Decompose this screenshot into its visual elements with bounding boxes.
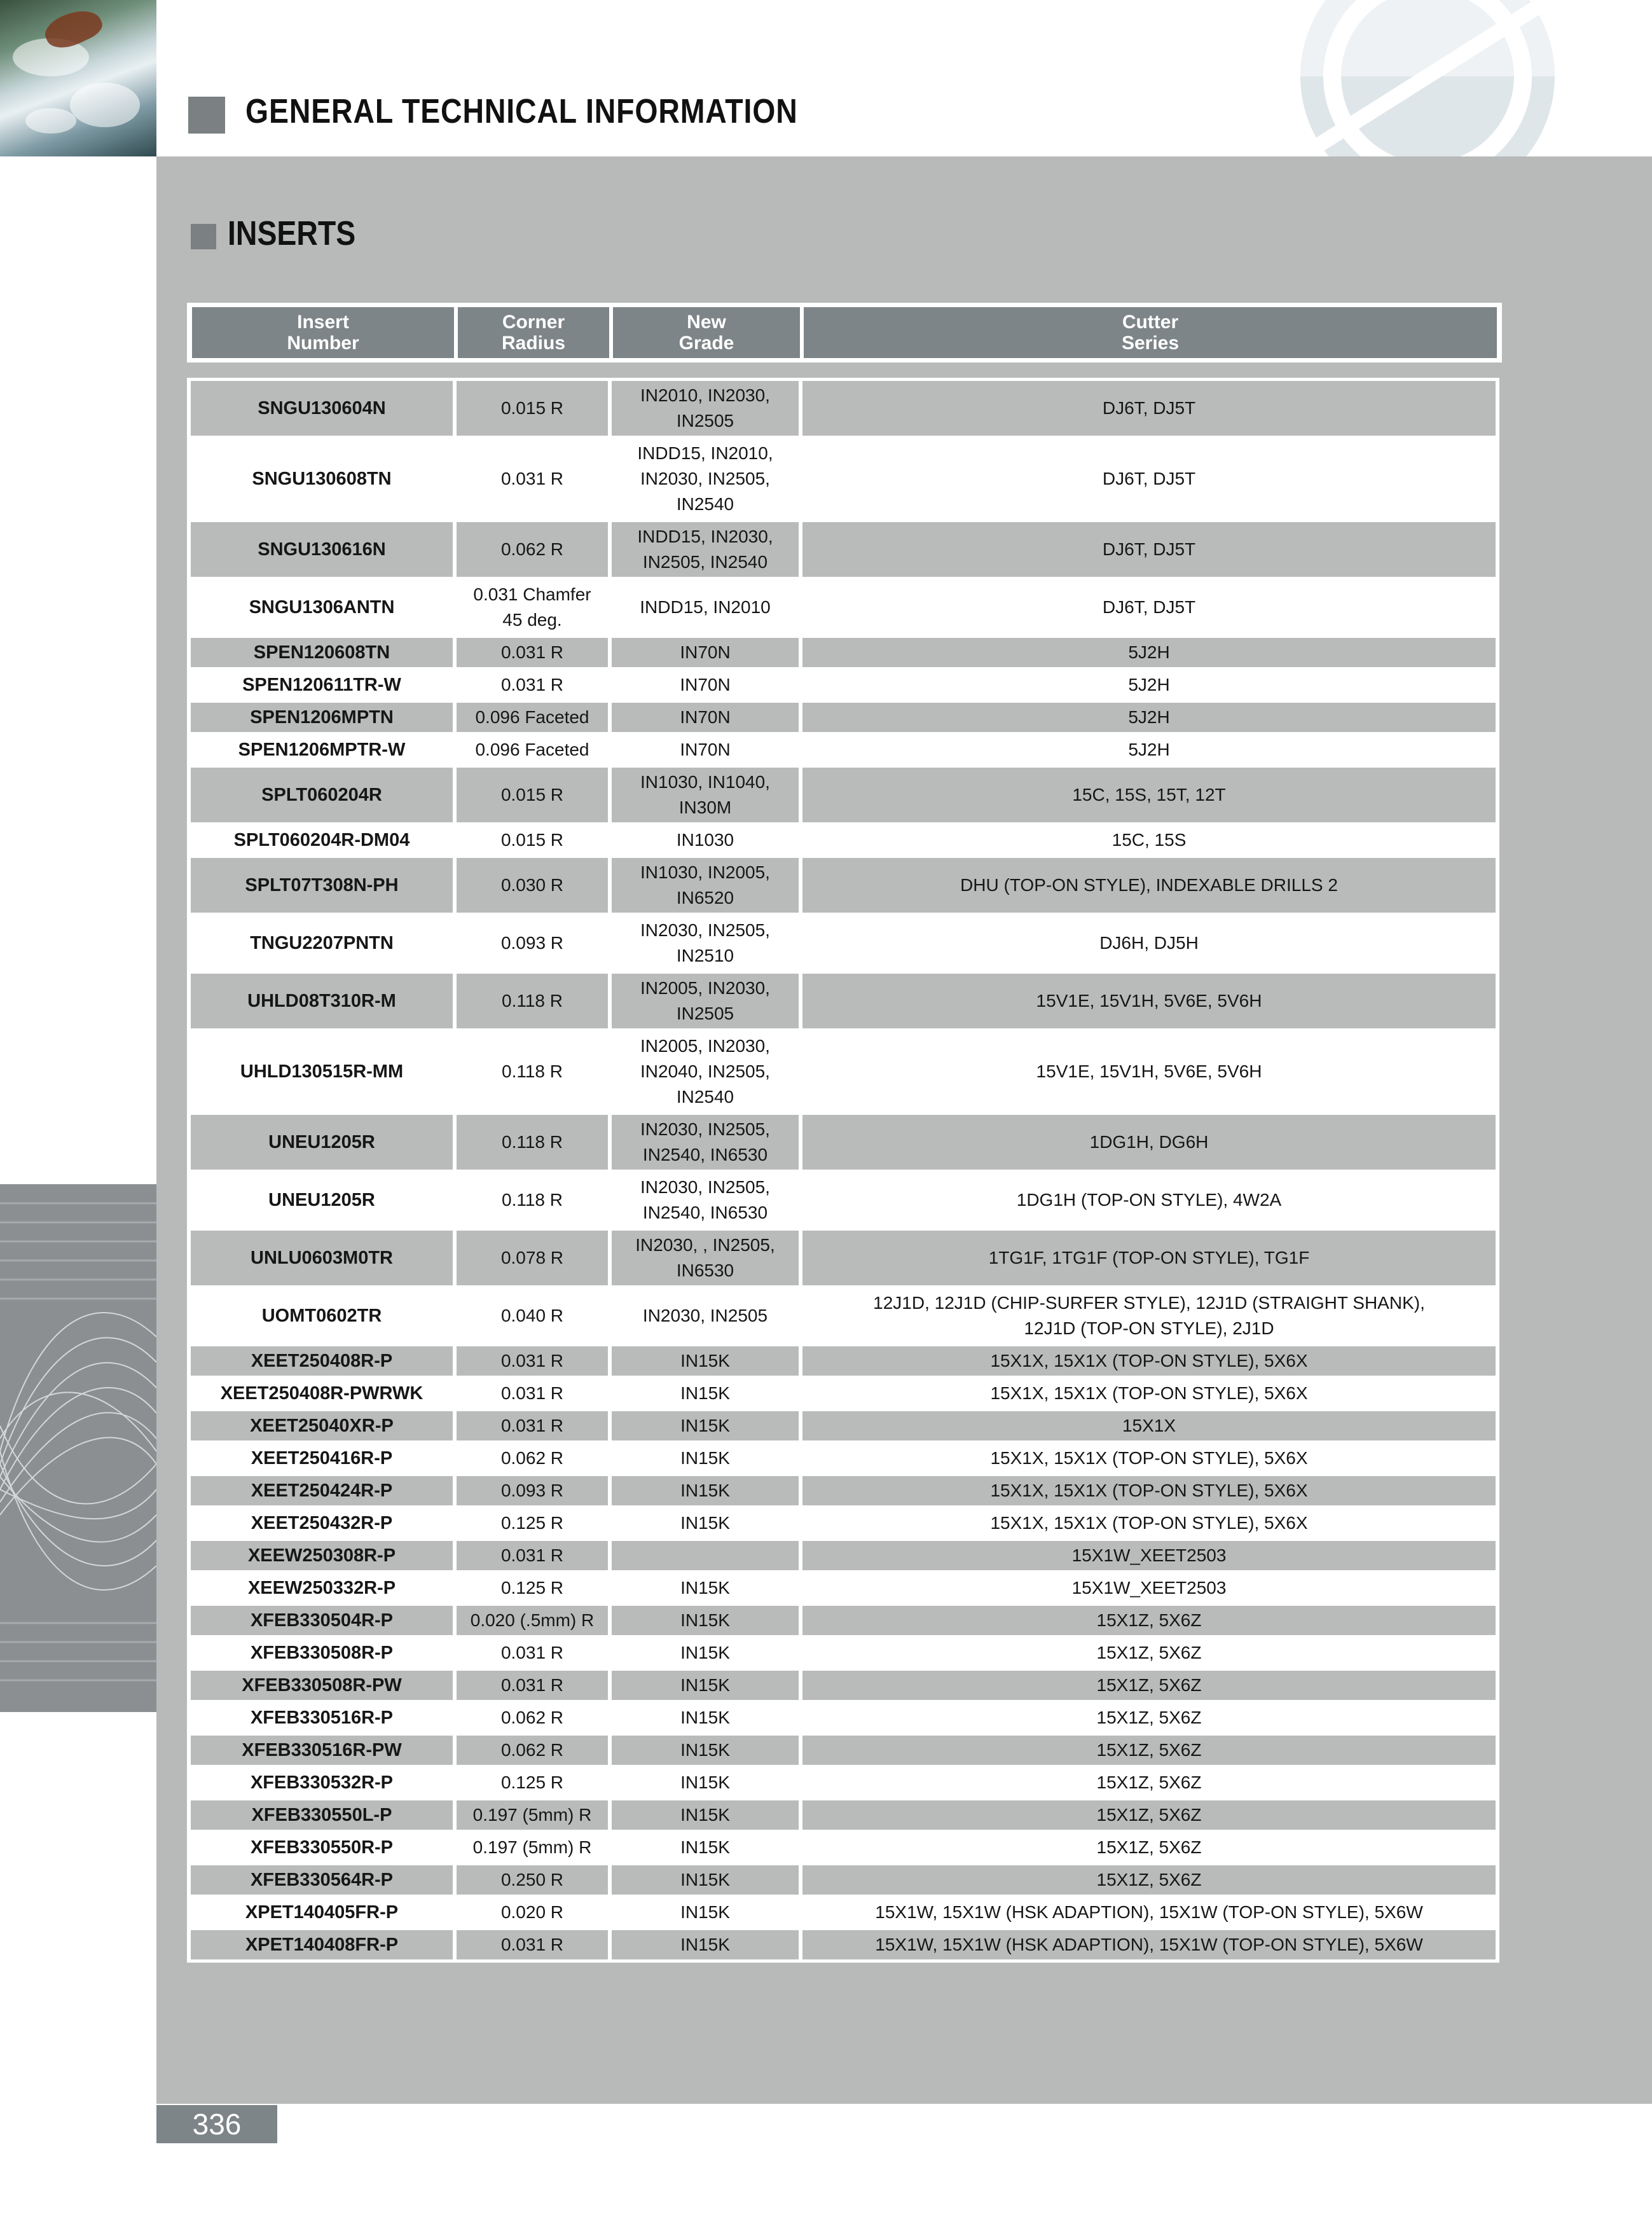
cell-insert-number: TNGU2207PNTN [191,916,453,970]
cell-insert-number: XEET25040XR-P [191,1411,453,1440]
table-row [191,1509,1496,1538]
cell-cutter-series: 15X1Z, 5X6Z [802,1865,1496,1895]
cell-insert-number: XEET250424R-P [191,1476,453,1505]
column-header-corner-radius: Corner Radius [458,307,609,358]
cell-cutter-series: 12J1D, 12J1D (CHIP-SURFER STYLE), 12J1D (STRAIGHT SHANK), 12J1D (TOP-ON STYLE), 2J1D [802,1288,1496,1343]
cell-insert-number: XFEB330508R-PW [191,1671,453,1700]
cell-corner-radius: 0.093 R [457,916,608,970]
cell-corner-radius: 0.015 R [457,381,608,436]
table-row [191,1573,1496,1603]
cell-insert-number: XFEB330516R-PW [191,1736,453,1765]
cell-new-grade: IN15K [612,1379,799,1408]
cell-cutter-series: DJ6H, DJ5H [802,916,1496,970]
cell-insert-number: SPEN1206MPTN [191,703,453,732]
cell-insert-number: XPET140408FR-P [191,1930,453,1959]
cell-new-grade: IN15K [612,1346,799,1376]
cell-cutter-series: 1DG1H (TOP-ON STYLE), 4W2A [802,1173,1496,1227]
table-row [191,1541,1496,1570]
header-square-icon [188,97,225,134]
cell-corner-radius: 0.250 R [457,1865,608,1895]
cell-insert-number: XFEB330504R-P [191,1606,453,1635]
cell-new-grade: IN15K [612,1736,799,1765]
cell-new-grade: IN15K [612,1768,799,1797]
cell-new-grade: IN15K [612,1833,799,1862]
cell-new-grade: IN70N [612,735,799,764]
cell-new-grade: IN2005, IN2030, IN2505 [612,974,799,1028]
cell-corner-radius: 0.125 R [457,1573,608,1603]
cell-insert-number: XFEB330532R-P [191,1768,453,1797]
cell-insert-number: XEET250432R-P [191,1509,453,1538]
cell-cutter-series: 15X1W_XEET2503 [802,1573,1496,1603]
cell-new-grade: IN15K [612,1573,799,1603]
table-row [191,1930,1496,1959]
cell-new-grade: IN1030, IN2005, IN6520 [612,858,799,913]
cell-cutter-series: DJ6T, DJ5T [802,522,1496,577]
table-row [191,1800,1496,1830]
cell-insert-number: XFEB330550L-P [191,1800,453,1830]
cell-corner-radius: 0.031 R [457,439,608,519]
cell-cutter-series: 15X1Z, 5X6Z [802,1736,1496,1765]
table-header [187,303,1502,363]
table-row [191,1411,1496,1440]
cell-cutter-series: 15X1X, 15X1X (TOP-ON STYLE), 5X6X [802,1476,1496,1505]
cell-new-grade: IN70N [612,703,799,732]
cell-insert-number: SPEN120611TR-W [191,670,453,700]
cell-insert-number: XEET250408R-PWRWK [191,1379,453,1408]
table-row [191,1476,1496,1505]
cell-insert-number: XEEW250308R-P [191,1541,453,1570]
table-row [191,439,1496,519]
cell-insert-number: SPEN120608TN [191,638,453,667]
cell-new-grade [612,1541,799,1570]
cell-insert-number: XFEB330516R-P [191,1703,453,1732]
table-row [191,638,1496,667]
table-row [191,580,1496,635]
cell-corner-radius: 0.062 R [457,1736,608,1765]
cell-cutter-series: DHU (TOP-ON STYLE), INDEXABLE DRILLS 2 [802,858,1496,913]
cell-corner-radius: 0.031 R [457,1541,608,1570]
cell-new-grade: IN2005, IN2030, IN2040, IN2505, IN2540 [612,1032,799,1112]
section-square-icon [191,224,216,249]
cell-cutter-series: 15X1Z, 5X6Z [802,1606,1496,1635]
inserts-table [187,303,1499,1963]
cell-new-grade: IN2030, IN2505, IN2540, IN6530 [612,1115,799,1170]
cell-new-grade: IN70N [612,670,799,700]
cell-cutter-series: 15V1E, 15V1H, 5V6E, 5V6H [802,974,1496,1028]
table-body [187,378,1499,1963]
cell-insert-number: SPLT060204R [191,768,453,822]
column-header-cutter-series: Cutter Series [804,307,1497,358]
cell-new-grade: IN2010, IN2030, IN2505 [612,381,799,436]
table-row [191,670,1496,700]
cell-cutter-series: DJ6T, DJ5T [802,580,1496,635]
page-number: 336 [156,2105,277,2143]
cell-corner-radius: 0.118 R [457,1173,608,1227]
table-row [191,1606,1496,1635]
cell-corner-radius: 0.031 R [457,670,608,700]
table-row [191,858,1496,913]
table-row [191,1768,1496,1797]
cell-insert-number: UHLD130515R-MM [191,1032,453,1112]
cell-new-grade: IN2030, , IN2505, IN6530 [612,1231,799,1285]
cell-corner-radius: 0.078 R [457,1231,608,1285]
cell-cutter-series: 15X1Z, 5X6Z [802,1833,1496,1862]
cell-corner-radius: 0.031 R [457,1379,608,1408]
cell-corner-radius: 0.030 R [457,858,608,913]
cell-corner-radius: 0.031 R [457,1638,608,1668]
cell-insert-number: XEET250408R-P [191,1346,453,1376]
cell-insert-number: SNGU130608TN [191,439,453,519]
cell-cutter-series: 15V1E, 15V1H, 5V6E, 5V6H [802,1032,1496,1112]
cell-new-grade: IN15K [612,1606,799,1635]
header-photo [0,0,156,156]
cell-corner-radius: 0.125 R [457,1768,608,1797]
cell-corner-radius: 0.031 R [457,1411,608,1440]
table-row [191,1898,1496,1927]
table-row [191,1833,1496,1862]
cell-insert-number: SPLT07T308N-PH [191,858,453,913]
cell-insert-number: XFEB330550R-P [191,1833,453,1862]
table-row [191,703,1496,732]
cell-corner-radius: 0.197 (5mm) R [457,1800,608,1830]
table-row [191,1032,1496,1112]
table-row [191,1379,1496,1408]
cell-cutter-series: 15X1X, 15X1X (TOP-ON STYLE), 5X6X [802,1379,1496,1408]
cell-corner-radius: 0.015 R [457,825,608,855]
cell-corner-radius: 0.096 Faceted [457,703,608,732]
cell-new-grade: INDD15, IN2010, IN2030, IN2505, IN2540 [612,439,799,519]
cell-new-grade: IN15K [612,1509,799,1538]
cell-cutter-series: 15X1X, 15X1X (TOP-ON STYLE), 5X6X [802,1509,1496,1538]
cell-new-grade: IN15K [612,1411,799,1440]
cell-corner-radius: 0.118 R [457,1115,608,1170]
table-row [191,1231,1496,1285]
cell-cutter-series: 15C, 15S, 15T, 12T [802,768,1496,822]
cell-insert-number: UNLU0603M0TR [191,1231,453,1285]
table-row [191,1703,1496,1732]
cell-corner-radius: 0.118 R [457,1032,608,1112]
cell-insert-number: UNEU1205R [191,1115,453,1170]
cell-insert-number: XEEW250332R-P [191,1573,453,1603]
section-title: INSERTS [228,214,356,252]
cell-corner-radius: 0.096 Faceted [457,735,608,764]
cell-corner-radius: 0.062 R [457,1444,608,1473]
table-row [191,1288,1496,1343]
cell-corner-radius: 0.015 R [457,768,608,822]
cell-cutter-series: 5J2H [802,638,1496,667]
cell-new-grade: IN15K [612,1865,799,1895]
cell-new-grade: IN1030, IN1040, IN30M [612,768,799,822]
cell-new-grade: IN15K [612,1800,799,1830]
cell-corner-radius: 0.020 (.5mm) R [457,1606,608,1635]
cell-cutter-series: 15X1Z, 5X6Z [802,1703,1496,1732]
cell-corner-radius: 0.031 R [457,1346,608,1376]
cell-cutter-series: 1TG1F, 1TG1F (TOP-ON STYLE), TG1F [802,1231,1496,1285]
table-row [191,1736,1496,1765]
cell-insert-number: XFEB330508R-P [191,1638,453,1668]
cell-cutter-series: 15X1W, 15X1W (HSK ADAPTION), 15X1W (TOP-ON STYLE), 5X6W [802,1930,1496,1959]
cell-corner-radius: 0.040 R [457,1288,608,1343]
cell-corner-radius: 0.031 R [457,638,608,667]
table-row [191,522,1496,577]
table-row [191,1638,1496,1668]
cell-corner-radius: 0.031 R [457,1930,608,1959]
cell-insert-number: SNGU1306ANTN [191,580,453,635]
cell-insert-number: UHLD08T310R-M [191,974,453,1028]
table-row [191,1173,1496,1227]
cell-cutter-series: 15X1Z, 5X6Z [802,1800,1496,1830]
cell-new-grade: IN2030, IN2505, IN2540, IN6530 [612,1173,799,1227]
cell-insert-number: SPLT060204R-DM04 [191,825,453,855]
cell-new-grade: IN1030 [612,825,799,855]
cell-new-grade: IN15K [612,1476,799,1505]
table-row [191,1115,1496,1170]
cell-corner-radius: 0.031 R [457,1671,608,1700]
cell-cutter-series: 15X1X, 15X1X (TOP-ON STYLE), 5X6X [802,1444,1496,1473]
cell-new-grade: IN15K [612,1930,799,1959]
cell-corner-radius: 0.093 R [457,1476,608,1505]
table-row [191,1346,1496,1376]
cell-insert-number: SNGU130616N [191,522,453,577]
cell-cutter-series: 1DG1H, DG6H [802,1115,1496,1170]
table-row [191,974,1496,1028]
cell-insert-number: SNGU130604N [191,381,453,436]
cell-cutter-series: 15X1Z, 5X6Z [802,1768,1496,1797]
table-row [191,1671,1496,1700]
cell-cutter-series: DJ6T, DJ5T [802,381,1496,436]
table-row [191,768,1496,822]
cell-corner-radius: 0.062 R [457,1703,608,1732]
cell-cutter-series: 15X1X, 15X1X (TOP-ON STYLE), 5X6X [802,1346,1496,1376]
table-row [191,916,1496,970]
cell-corner-radius: 0.118 R [457,974,608,1028]
cell-cutter-series: 5J2H [802,735,1496,764]
cell-insert-number: SPEN1206MPTR-W [191,735,453,764]
cell-cutter-series: 15X1W, 15X1W (HSK ADAPTION), 15X1W (TOP-ON STYLE), 5X6W [802,1898,1496,1927]
cell-insert-number: XPET140405FR-P [191,1898,453,1927]
table-row [191,825,1496,855]
cell-corner-radius: 0.020 R [457,1898,608,1927]
cell-corner-radius: 0.031 Chamfer 45 deg. [457,580,608,635]
cell-insert-number: XFEB330564R-P [191,1865,453,1895]
cell-corner-radius: 0.125 R [457,1509,608,1538]
cell-new-grade: INDD15, IN2030, IN2505, IN2540 [612,522,799,577]
table-row [191,1865,1496,1895]
cell-new-grade: IN2030, IN2505 [612,1288,799,1343]
table-row [191,735,1496,764]
cell-new-grade: IN70N [612,638,799,667]
cell-new-grade: IN15K [612,1898,799,1927]
cell-cutter-series: 15X1Z, 5X6Z [802,1671,1496,1700]
cell-insert-number: UNEU1205R [191,1173,453,1227]
cell-insert-number: UOMT0602TR [191,1288,453,1343]
cell-new-grade: IN15K [612,1671,799,1700]
cell-cutter-series: 5J2H [802,670,1496,700]
cell-new-grade: IN2030, IN2505, IN2510 [612,916,799,970]
cell-new-grade: INDD15, IN2010 [612,580,799,635]
cell-cutter-series: 15X1X [802,1411,1496,1440]
cell-corner-radius: 0.062 R [457,522,608,577]
cell-cutter-series: DJ6T, DJ5T [802,439,1496,519]
cell-cutter-series: 15X1Z, 5X6Z [802,1638,1496,1668]
column-header-new-grade: New Grade [613,307,800,358]
wave-pattern-icon [0,1184,156,1712]
cell-insert-number: XEET250416R-P [191,1444,453,1473]
cell-cutter-series: 5J2H [802,703,1496,732]
page-title: GENERAL TECHNICAL INFORMATION [245,92,798,130]
cell-new-grade: IN15K [612,1703,799,1732]
column-header-insert-number: Insert Number [192,307,454,358]
cell-new-grade: IN15K [612,1638,799,1668]
cell-new-grade: IN15K [612,1444,799,1473]
table-row [191,381,1496,436]
cell-corner-radius: 0.197 (5mm) R [457,1833,608,1862]
cell-cutter-series: 15C, 15S [802,825,1496,855]
cell-cutter-series: 15X1W_XEET2503 [802,1541,1496,1570]
table-row [191,1444,1496,1473]
